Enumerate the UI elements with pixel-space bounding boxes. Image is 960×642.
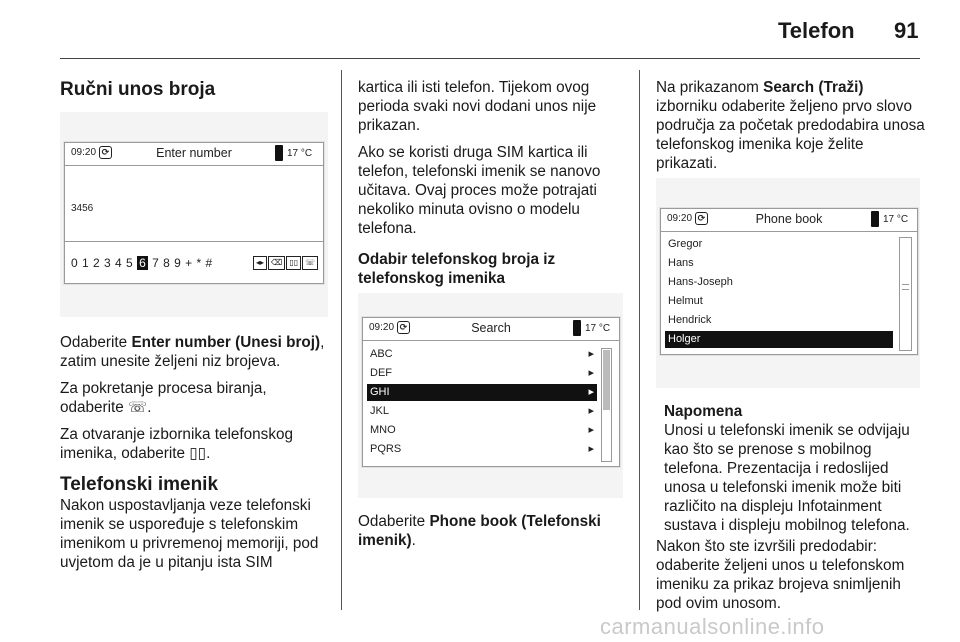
search-label: Search (Traži)	[763, 79, 864, 96]
clock-icon: ⟳	[695, 212, 708, 225]
digits-before[interactable]: 0 1 2 3 4 5	[71, 256, 134, 270]
digit-keypad	[71, 256, 213, 270]
list-item[interactable]	[665, 255, 893, 272]
instruction-enter-number: Odaberite Enter number (Unesi broj), zatim unesite željeni niz brojeva.	[60, 334, 325, 370]
subheading-select-number: Odabir telefonskog broja iz telefonskog imenika	[358, 251, 556, 287]
list-item[interactable]	[367, 441, 597, 458]
list-item-label: Hans-Joseph	[668, 276, 733, 288]
chevron-right-icon: ▸	[588, 424, 594, 436]
list-item-label: Hans	[668, 257, 694, 269]
note-title: Napomena	[664, 403, 743, 420]
clock-time: 09:20	[71, 147, 97, 158]
temperature: 17 °C	[883, 214, 909, 225]
section-heading-manual-entry: Ručni unos broja	[60, 79, 216, 100]
list-item-label: DEF	[370, 367, 392, 379]
chevron-right-icon: ▸	[588, 367, 594, 379]
cursor-arrows-icon[interactable]: ◂▸	[253, 256, 267, 270]
sim-reload-paragraph: Ako se koristi druga SIM kartica ili telefon, telefonski imenik se nanovo učitava. Ovaj proces može potrajati nekoliko minuta ovisno o modelu telefona.	[358, 144, 601, 237]
list-item-label: ABC	[370, 348, 393, 360]
right-column-text	[656, 78, 926, 181]
digit-selected[interactable]: 6	[139, 256, 147, 270]
temperature: 17 °C	[287, 148, 313, 159]
note-text: Unosi u telefonski imenik se odvijaju kao što se prenose s mobilnog telefona. Prezentacija i redoslijed unosa u telefonski imenik može biti različito na displeju Infotainment sustava i displeju mobilnog telefona.	[664, 422, 910, 534]
list-item-label: Helmut	[668, 295, 703, 307]
middle-column-text	[358, 78, 630, 288]
list-item-label: MNO	[370, 424, 396, 436]
list-item[interactable]	[367, 346, 597, 363]
phonebook-description: Nakon uspostavljanja veze telefonski imenik se uspoređuje s telefonskim imenikom u privremenoj memoriji, pod uvjetom da je u pitanju ista SIM	[60, 497, 319, 571]
search-instruction: Na prikazanom Search (Traži) izborniku odaberite željeno prvo slovo područja za početak predodabira unosa telefonskog imenika koje želite prikazati.	[656, 79, 925, 172]
phonebook-scrollbar[interactable]	[899, 237, 912, 351]
status-bar	[65, 143, 323, 166]
middle-column-text-bottom	[358, 512, 630, 558]
backspace-icon[interactable]: ⌫	[268, 256, 285, 270]
temperature: 17 °C	[585, 323, 611, 334]
list-item-label: Hendrick	[668, 314, 712, 326]
status-bar	[661, 209, 917, 232]
clock-icon: ⟳	[99, 146, 112, 159]
search-figure	[358, 293, 623, 498]
screen-title: Enter number	[156, 146, 232, 160]
scrollbar-thumb[interactable]	[603, 350, 610, 410]
clock-time: 09:20	[667, 213, 693, 224]
after-preselect-paragraph: Nakon što ste izvršili predodabir: odaberite željeni unos u telefonskom imeniku za prikaz brojeva snimljenih pod ovim unosom.	[656, 538, 905, 612]
screen-title: Search	[471, 321, 511, 335]
instruction-open-phonebook: Za otvaranje izbornika telefonskog imenika, odaberite ▯▯.	[60, 426, 293, 462]
instruction-phonebook: Odaberite Phone book (Telefonski imenik).	[358, 513, 601, 549]
column-divider-right	[639, 70, 640, 610]
phone-signal-icon	[871, 211, 879, 227]
right-column-note	[664, 402, 926, 547]
left-column	[60, 78, 328, 101]
chevron-right-icon: ▸	[588, 348, 594, 360]
enter-number-screen	[64, 142, 324, 284]
list-item-label: JKL	[370, 405, 389, 417]
status-bar	[363, 318, 619, 341]
keypad-controls	[253, 256, 318, 270]
clock-icon: ⟳	[397, 321, 410, 334]
list-item[interactable]	[665, 331, 893, 348]
call-icon: ☏	[128, 399, 148, 416]
enter-number-label: Enter number (Unesi broj)	[131, 334, 321, 351]
list-item[interactable]	[665, 312, 893, 329]
screen-title: Phone book	[755, 212, 823, 226]
chevron-right-icon: ▸	[588, 443, 594, 455]
list-item-label: GHI	[370, 386, 390, 398]
digits-after[interactable]: 7 8 9 + * #	[152, 256, 213, 270]
list-item[interactable]	[665, 293, 893, 310]
left-column-text	[60, 333, 332, 580]
list-item-label: Holger	[668, 333, 701, 345]
phone-signal-icon	[275, 145, 283, 161]
header-rule	[60, 58, 920, 59]
page-number: 91	[894, 18, 919, 43]
section-heading-phonebook: Telefonski imenik	[60, 474, 219, 495]
page-header-title: Telefon	[778, 18, 855, 43]
search-scrollbar[interactable]	[601, 348, 612, 462]
list-item[interactable]	[367, 365, 597, 382]
instruction-dial: Za pokretanje procesa biranja, odaberite ☏.	[60, 380, 267, 416]
list-item[interactable]	[367, 384, 597, 401]
enter-number-figure	[60, 112, 328, 317]
list-item[interactable]	[367, 403, 597, 420]
right-column-text-bottom	[656, 537, 928, 621]
list-item[interactable]	[665, 236, 893, 253]
chevron-right-icon: ▸	[588, 405, 594, 417]
call-icon[interactable]: ☏	[302, 256, 318, 270]
list-item[interactable]	[665, 274, 893, 291]
phonebook-figure	[656, 178, 920, 388]
digit-divider	[65, 241, 323, 242]
chevron-right-icon: ▸	[588, 386, 594, 398]
phonebook-label: Phone book (Telefonski imenik)	[358, 513, 601, 549]
scrollbar-grip-icon[interactable]	[902, 284, 909, 290]
continuation-paragraph: kartica ili isti telefon. Tijekom ovog perioda svaki novi dodani unos nije prikazan.	[358, 79, 597, 134]
list-item-label: PQRS	[370, 443, 402, 455]
list-item-label: Gregor	[668, 238, 703, 250]
column-divider-left	[341, 70, 342, 610]
watermark: carmanualsonline.info	[600, 614, 825, 639]
phonebook-icon: ▯▯	[189, 445, 207, 462]
entered-number: 3456	[71, 203, 94, 214]
phonebook-icon[interactable]: ▯▯	[286, 256, 301, 270]
list-item[interactable]	[367, 422, 597, 439]
search-screen	[362, 317, 620, 467]
phonebook-screen	[660, 208, 918, 355]
clock-time: 09:20	[369, 322, 395, 333]
phone-signal-icon	[573, 320, 581, 336]
